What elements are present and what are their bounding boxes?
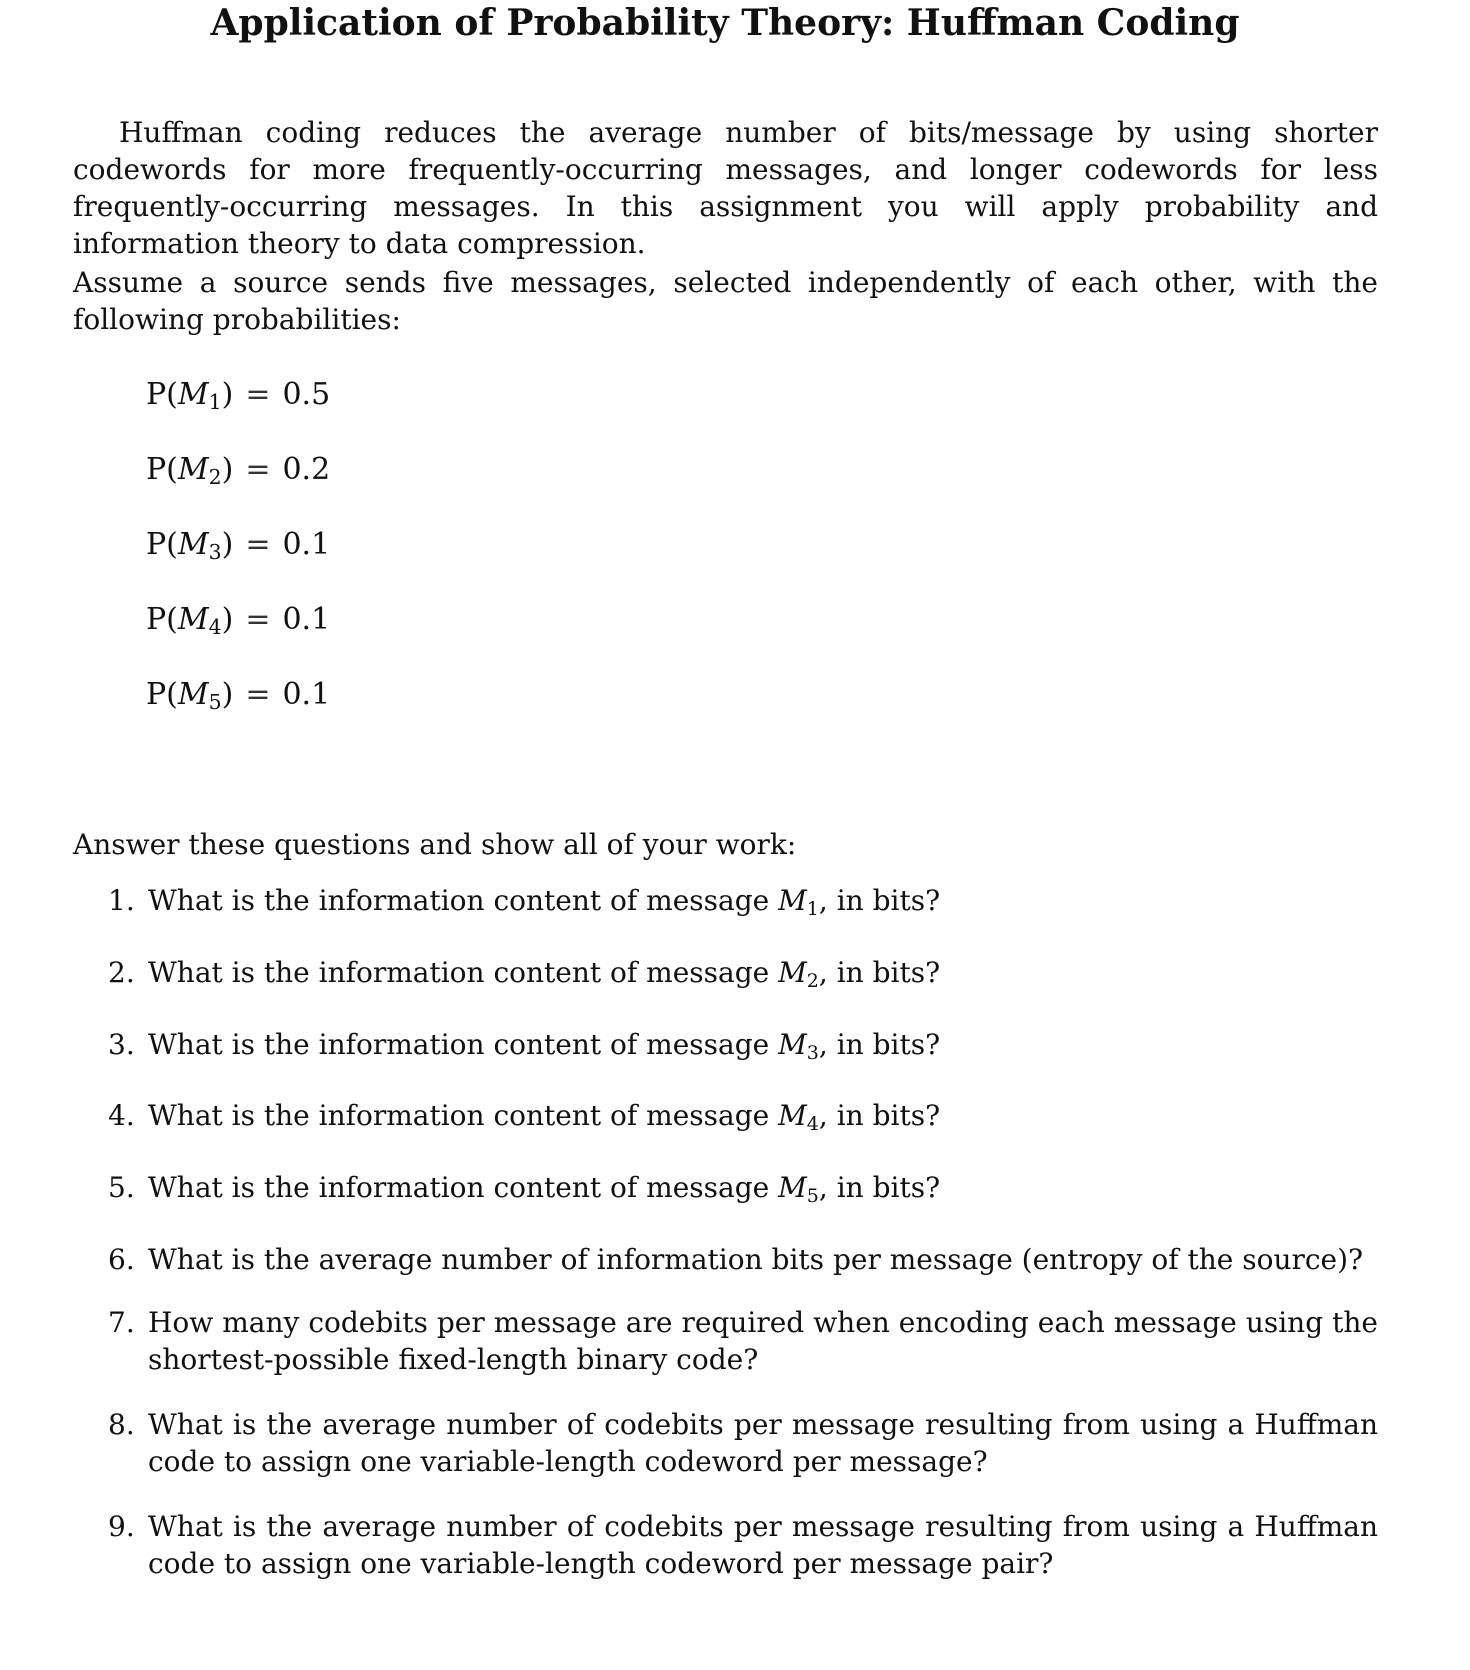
question-item: 1. What is the information content of message $M_1$, in bits? — [108, 884, 941, 920]
question-item: 3. What is the information content of message $M_3$, in bits? — [108, 1027, 941, 1064]
question-item: 6. What is the average number of information bits per message (entropy of the source)? — [108, 1242, 1364, 1276]
question-item: 8. What is the average number of codebits per message resulting from using a Huffman code to assign one variable-length codeword per message? — [108, 1407, 1378, 1478]
question-list — [108, 882, 1378, 1610]
probability-value: 0.1 — [282, 602, 331, 637]
probability-value: 0.1 — [282, 527, 331, 562]
probability-item: $P(M_3) = 0.1$ — [146, 527, 331, 565]
question-item: 2. What is the information content of message $M_2$, in bits? — [108, 955, 941, 992]
page-title: Application of Probability Theory: Huffman Coding — [210, 2, 1240, 44]
probability-value: 0.2 — [282, 452, 331, 487]
probability-item: $P(M_4) = 0.1$ — [146, 602, 331, 640]
probability-list — [146, 375, 330, 750]
probability-value: 0.1 — [282, 677, 331, 712]
question-item: 5. What is the information content of message $M_5$, in bits? — [108, 1171, 941, 1207]
question-item: 7. How many codebits per message are required when encoding each message using the shortest-possible fixed-length binary code? — [108, 1305, 1378, 1376]
probability-value: 0.5 — [282, 377, 331, 412]
question-item: 9. What is the average number of codebits per message resulting from using a Huffman code to assign one variable-length codeword per message pair? — [108, 1509, 1378, 1580]
assumption-paragraph: Assume a source sends five messages, selected independently of each other, with the following probabilities: — [73, 266, 1378, 336]
probability-item: $P(M_1) = 0.5$ — [146, 377, 331, 415]
question-item: 4. What is the information content of message $M_4$, in bits? — [108, 1099, 941, 1135]
questions-heading: Answer these questions and show all of your work: — [73, 828, 797, 861]
probability-item: $P(M_2) = 0.2$ — [146, 452, 331, 490]
intro-paragraph: Huffman coding reduces the average number of bits/message by using shorter codewords for more frequently-occurring messages, and longer codewords for less frequently-occurring messages. In this assignment you will apply probability and information theory to data compression. — [73, 116, 1378, 260]
probability-item: $P(M_5) = 0.1$ — [146, 677, 331, 715]
